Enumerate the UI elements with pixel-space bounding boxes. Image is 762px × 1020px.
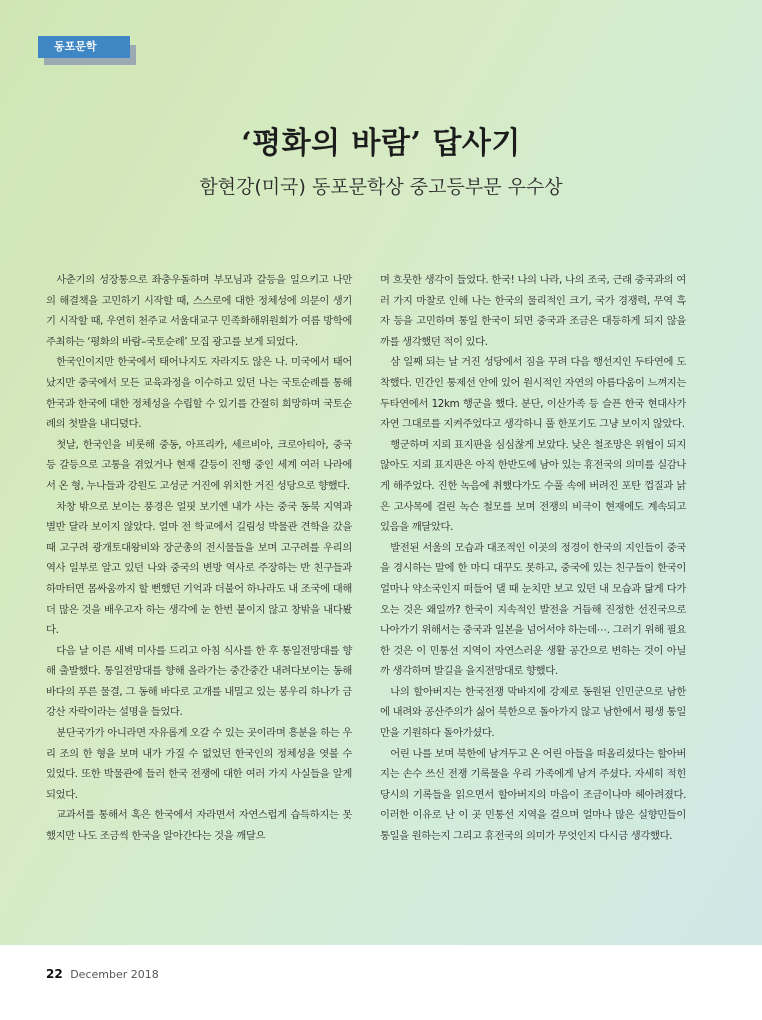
paragraph: 차창 밖으로 보이는 풍경은 얼핏 보기엔 내가 사는 중국 동북 지역과 별반 달라 보이지 않았다. 얼마 전 학교에서 길림성 박물관 견학을 갔을 때 고구려 광개토대왕비와 장군총의 전시물들을 보며 고구려를 우리의 역사 일부로 알고 있던 나와 중국의 변방 역사로 주장하는 반 친구들과 하마터면 몸싸움까지 할 뻔했던 기억과 더불어 하나라도 내 조국에 대해 더 많은 것을 배우고자 하는 생각에 눈 한번 붙이지 않고 창밖을 내다봤다. bbox=[46, 500, 352, 637]
body-column-left bbox=[46, 270, 352, 847]
issue-date: December 2018 bbox=[70, 968, 159, 981]
paragraph: 발전된 서울의 모습과 대조적인 이곳의 정경이 한국의 지인들이 중국을 경시하는 말에 한 마디 대꾸도 못하고, 중국에 있는 친구들이 한국이 얼마나 약소국인지 떠들어 댈 때 눈치만 보고 있던 내 모습과 닮게 다가오는 것은 왜일까? 한국이 지속적인 발전을 거듭해 진정한 선진국으로 나아가기 위해서는 중국과 일본을 넘어서야 하는데⋯. 그러기 위해 필요한 것은 이 민통선 지역이 자연스러운 생활 공간으로 변하는 것이 아닐까 생각하며 발길을 을지전망대로 향했다. bbox=[380, 541, 686, 678]
article-subtitle: 함현강(미국) 동포문학상 중고등부문 우수상 bbox=[199, 176, 563, 198]
article-title: ‘평화의 바람’ 답사기 bbox=[241, 126, 521, 161]
paragraph: 어린 나를 보며 북한에 남겨두고 온 어린 아들을 떠올리셨다는 할아버지는 손수 쓰신 전쟁 기록물을 우리 가족에게 남겨 주셨다. 자세히 적힌 당시의 기록들을 읽으면서 할아버지의 마음이 조금이나마 헤아려졌다. 이러한 이유로 난 이 곳 민통선 지역을 걸으며 얼마나 많은 실향민들이 통일을 원하는지 그리고 휴전국의 의미가 무엇인지 다시금 생각했다. bbox=[380, 747, 686, 843]
page-number: 22 bbox=[46, 967, 63, 981]
paragraph: 삼 일째 되는 날 거진 성당에서 짐을 꾸려 다음 행선지인 두타연에 도착했다. 민간인 통제선 안에 있어 원시적인 자연의 아름다움이 느껴지는 두타연에서 12km 행군을 했다. 분단, 이산가족 등 슬픈 한국 현대사가 자연 그대로를 지켜주었다고 생각하니 풀 한포기도 그냥 보이지 않았다. bbox=[380, 356, 686, 431]
paragraph: 며 흐뭇한 생각이 들었다. 한국! 나의 나라, 나의 조국, 근래 중국과의 여러 가지 마찰로 인해 나는 한국의 물리적인 크기, 국가 경쟁력, 무역 흑자 등을 고민하며 통일 한국이 되면 중국과 조금은 대등하게 되지 않을까를 생각했던 적이 있다. bbox=[380, 274, 686, 348]
body-column-right bbox=[380, 270, 686, 847]
section-tag: 동포문학 bbox=[38, 36, 130, 58]
paragraph: 분단국가가 아니라면 자유롭게 오갈 수 있는 곳이라며 흥분을 하는 우리 조의 한 형을 보며 내가 가질 수 없었던 한국인의 정체성을 엿볼 수 있었다. 또한 박물관에 들러 한국 전쟁에 대한 여러 가지 사실들을 알게 되었다. bbox=[46, 727, 352, 801]
paragraph: 사춘기의 성장통으로 좌충우돌하며 부모님과 갈등을 일으키고 나만의 해결책을 고민하기 시작할 때, 스스로에 대한 정체성에 의문이 생기기 시작할 때, 우연히 천주교 서울대교구 민족화해위원회가 여름 방학에 주최하는 ‘평화의 바람–국토순례’ 모집 광고를 보게 되었다. bbox=[46, 274, 352, 348]
paragraph: 나의 할아버지는 한국전쟁 막바지에 강제로 동원된 인민군으로 남한에 내려와 공산주의가 싫어 북한으로 돌아가지 않고 남한에서 평생 통일만을 기원하다 돌아가셨다. bbox=[380, 685, 686, 740]
paragraph: 다음 날 이른 새벽 미사를 드리고 아침 식사를 한 후 통일전망대를 향해 출발했다. 통일전망대를 향해 올라가는 중간중간 내려다보이는 동해 바다의 푸른 물결, 그 동해 바다로 고개를 내밀고 있는 봉우리 하나가 금강산 자락이라는 설명을 들었다. bbox=[46, 644, 352, 719]
paragraph: 행군하며 지뢰 표지판을 심심찮게 보았다. 낮은 철조망은 위협이 되지 않아도 지뢰 표지판은 아직 한반도에 남아 있는 휴전국의 의미를 실감나게 해주었다. 진한 녹음에 취했다가도 수풀 속에 버려진 포탄 껍질과 낡은 고사목에 걸린 녹슨 철모를 보며 전쟁의 비극이 현재에도 계속되고 있음을 깨달았다. bbox=[380, 438, 686, 534]
paragraph: 교과서를 통해서 혹은 한국에서 자라면서 자연스럽게 습득하지는 못했지만 나도 조금씩 한국을 알아간다는 것을 깨달으 bbox=[46, 809, 352, 843]
page-footer bbox=[46, 967, 159, 981]
paragraph: 첫날, 한국인을 비롯해 중동, 아프리카, 세르비아, 크로아티아, 중국 등 갈등으로 고통을 겪었거나 현재 갈등이 진행 중인 세계 여러 나라에서 온 형, 누나들과 강원도 고성군 거진에 위치한 거진 성당으로 향했다. bbox=[46, 438, 352, 492]
paragraph: 한국인이지만 한국에서 태어나지도 자라지도 않은 나. 미국에서 태어났지만 중국에서 모든 교육과정을 이수하고 있던 나는 국토순례를 통해 한국과 한국에 대한 정체성을 수립할 수 있기를 간절히 희망하며 국토순례의 첫발을 내디뎠다. bbox=[46, 356, 352, 431]
